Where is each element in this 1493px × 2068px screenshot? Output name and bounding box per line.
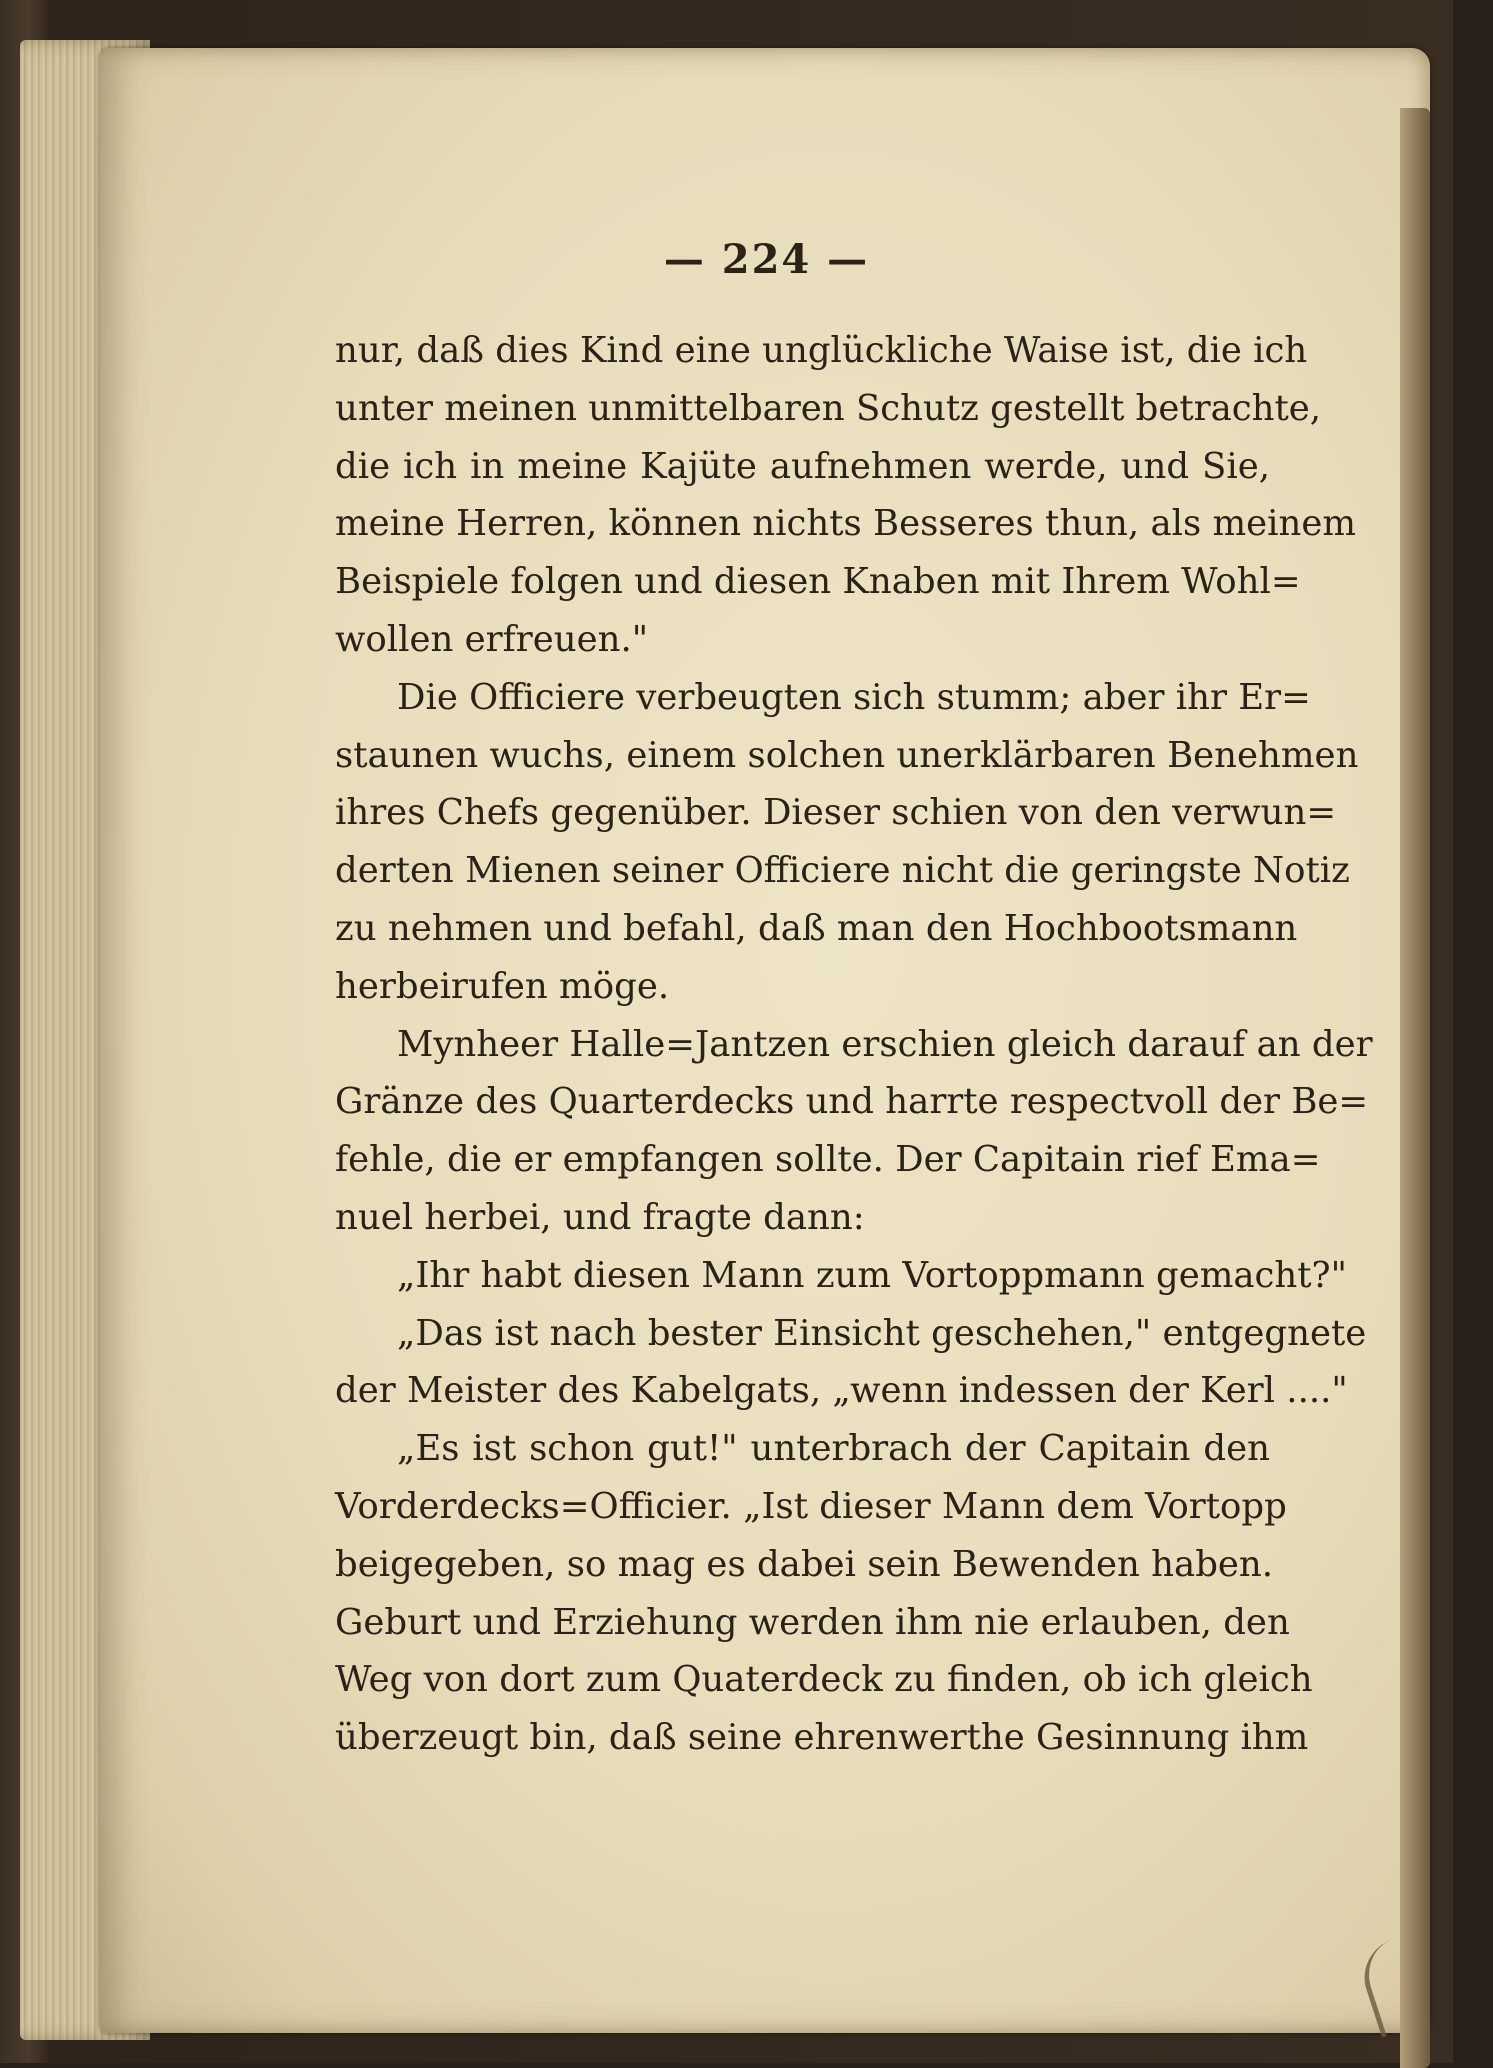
text-line: Geburt und Erziehung werden ihm nie erlauben, den [335, 1601, 1290, 1643]
text-line: die ich in meine Kajüte aufnehmen werde, und Sie, [335, 445, 1270, 487]
text-line: nuel herbei, und fragte dann: [335, 1196, 865, 1238]
text-line: staunen wuchs, einem solchen unerklärbaren Benehmen [335, 734, 1359, 776]
text-line: zu nehmen und befahl, daß man den Hochbootsmann [335, 907, 1298, 949]
text-line: Weg von dort zum Quaterdeck zu finden, ob ich gleich [335, 1659, 1313, 1701]
text-line: „Es ist schon gut!" unterbrach der Capitain den [397, 1428, 1270, 1470]
text-line: nur, daß dies Kind eine unglückliche Waise ist, die ich [335, 330, 1308, 371]
text-line: Vorderdecks=Officier. „Ist dieser Mann dem Vortopp [335, 1485, 1287, 1527]
body-text [335, 322, 1373, 1767]
text-line: herbeirufen möge. [335, 965, 670, 1007]
text-line: „Ihr habt diesen Mann zum Vortoppmann gemacht?" [397, 1254, 1347, 1296]
text-line: derten Mienen seiner Officiere nicht die geringste Notiz [335, 850, 1350, 892]
text-line: Mynheer Halle=Jantzen erschien gleich darauf an der [397, 1023, 1373, 1065]
book-cover-edge [1400, 108, 1430, 2068]
text-line: wollen erfreuen." [335, 618, 649, 660]
text-line: überzeugt bin, daß seine ehrenwerthe Gesinnung ihm [335, 1717, 1309, 1759]
page-number: — 224 — [663, 236, 870, 283]
text-line: fehle, die er empfangen sollte. Der Capitain rief Ema= [335, 1139, 1321, 1181]
text-line: meine Herren, können nichts Besseres thun, als meinem [335, 503, 1357, 545]
text-line: beigegeben, so mag es dabei sein Bewenden haben. [335, 1543, 1274, 1585]
text-line: Beispiele folgen und diesen Knaben mit Ihrem Wohl= [335, 561, 1301, 603]
text-line: Gränze des Quarterdecks und harrte respectvoll der Be= [335, 1081, 1369, 1123]
text-line: unter meinen unmittelbaren Schutz gestellt betrachte, [335, 387, 1322, 429]
text-line: ihres Chefs gegenüber. Dieser schien von den verwun= [335, 792, 1337, 834]
text-line: „Das ist nach bester Einsicht geschehen," entgegnete [397, 1312, 1367, 1354]
text-line: der Meister des Kabelgats, „wenn indessen der Kerl ...." [335, 1370, 1348, 1412]
text-line: Die Officiere verbeugten sich stumm; aber ihr Er= [397, 676, 1311, 718]
